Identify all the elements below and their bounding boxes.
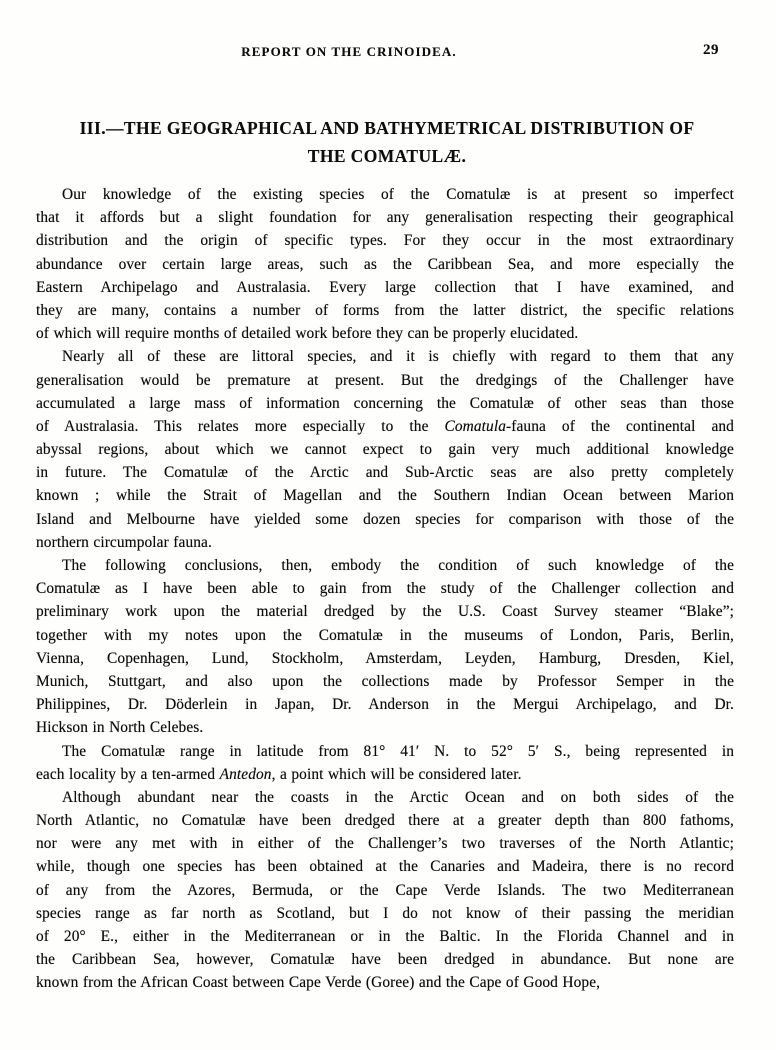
section-heading-line-2: THE COMATULÆ. — [307, 146, 467, 166]
text-line — [36, 809, 734, 832]
paragraph — [36, 345, 734, 554]
text-segment: Although abundant near the coasts in the Arctic Ocean and on both sides of the — [62, 788, 734, 806]
text-line — [36, 600, 734, 623]
text-segment: accumulated a large mass of information concerning the Comatulæ of other seas than those — [36, 394, 734, 412]
text-segment: known ; while the Strait of Magellan and the Southern Indian Ocean between Marion — [36, 487, 734, 505]
text-line — [36, 855, 734, 878]
paragraph — [36, 183, 734, 345]
text-segment: together with my notes upon the Comatulæ in the museums of London, Paris, Berlin, — [36, 626, 734, 644]
text-line — [36, 392, 734, 415]
text-line — [36, 971, 734, 994]
text-segment: known from the African Coast between Cape Verde (Goree) and the Cape of Good Hope, — [36, 974, 601, 992]
text-line — [36, 229, 734, 252]
text-line — [36, 183, 734, 206]
text-line — [36, 438, 734, 461]
text-line — [36, 276, 734, 299]
text-segment: Our knowledge of the existing species of the Comatulæ is at present so imperfect — [62, 186, 734, 203]
text-line — [36, 369, 734, 392]
text-segment: Eastern Archipelago and Australasia. Every large collection that I have examined, and — [36, 278, 734, 296]
text-line — [36, 322, 734, 345]
text-segment: of which will require months of detailed work before they can be properly elucidated. — [36, 325, 579, 343]
text-segment: Island and Melbourne have yielded some dozen species for comparison with those of the — [36, 510, 734, 528]
text-line — [36, 206, 734, 229]
text-line — [36, 484, 734, 507]
text-line — [36, 670, 734, 693]
text-segment: of 20° E., either in the Mediterranean or in the Baltic. In the Florida Channel and in — [36, 928, 734, 945]
text-segment: -fauna of the continental and — [506, 417, 734, 435]
text-segment: distribution and the origin of specific types. For they occur in the most extraordinary — [36, 232, 734, 250]
text-line — [36, 716, 734, 739]
text-line — [36, 948, 734, 971]
text-segment: the Caribbean Sea, however, Comatulæ have been dredged in abundance. But none are — [36, 951, 734, 969]
text-segment: preliminary work upon the material dredged by the U.S. Coast Survey steamer “Blake”; — [36, 603, 734, 621]
section-heading — [36, 114, 738, 170]
text-line — [36, 879, 734, 902]
text-line — [36, 299, 734, 322]
text-segment: abyssal regions, about which we cannot expect to gain very much additional knowledge — [36, 441, 734, 459]
text-segment: nor were any met with in either of the Challenger’s two traverses of the North Atlantic; — [36, 835, 734, 853]
text-segment: Comatulæ as I have been able to gain from the study of the Challenger collection and — [36, 580, 734, 598]
text-segment: , a point which will be considered later. — [271, 765, 522, 783]
text-segment: each locality by a ten-armed — [36, 765, 220, 783]
text-segment: abundance over certain large areas, such as the Caribbean Sea, and more especially the — [36, 255, 734, 273]
page-body — [36, 183, 734, 995]
page-number: 29 — [703, 42, 719, 58]
text-segment: northern circumpolar fauna. — [36, 533, 212, 551]
text-line — [36, 554, 734, 577]
section-heading-line-1: III.—THE GEOGRAPHICAL AND BATHYMETRICAL DISTRIBUTION OF — [79, 118, 695, 138]
text-segment: that it affords but a slight foundation for any generalisation respecting their geographical — [36, 209, 734, 227]
paragraph — [36, 786, 734, 995]
running-title: REPORT ON THE CRINOIDEA. — [241, 44, 457, 59]
paragraph — [36, 740, 734, 786]
text-segment: The following conclusions, then, embody the condition of such knowledge of the — [62, 557, 734, 574]
text-line — [36, 763, 734, 786]
text-segment: of Australasia. This relates more especially to the — [36, 417, 445, 435]
text-line — [36, 925, 734, 948]
text-line — [36, 531, 734, 554]
text-segment: in future. The Comatulæ of the Arctic and Sub-Arctic seas are also pretty completely — [36, 464, 734, 482]
text-line — [36, 902, 734, 925]
text-segment: Hickson in North Celebes. — [36, 719, 204, 737]
running-header — [0, 44, 698, 60]
paragraph — [36, 554, 734, 740]
text-line — [36, 345, 734, 368]
italic-taxon-name: Antedon — [219, 765, 272, 783]
text-segment: Munich, Stuttgart, and also upon the collections made by Professor Semper in the — [36, 672, 734, 690]
text-line — [36, 461, 734, 484]
text-segment: species range as far north as Scotland, but I do not know of their passing the meridian — [36, 904, 734, 922]
text-segment: The Comatulæ range in latitude from 81° 41′ N. to 52° 5′ S., being represented in — [62, 742, 734, 760]
text-segment: they are many, contains a number of forms from the latter district, the specific relations — [36, 301, 734, 319]
text-segment: generalisation would be premature at present. But the dredgings of the Challenger have — [36, 371, 734, 389]
text-line — [36, 508, 734, 531]
text-line — [36, 415, 734, 438]
text-segment: while, though one species has been obtained at the Canaries and Madeira, there is no record — [36, 858, 734, 876]
text-segment: Philippines, Dr. Döderlein in Japan, Dr. Anderson in the Mergui Archipelago, and Dr. — [36, 696, 734, 714]
text-line — [36, 786, 734, 809]
italic-taxon-name: Comatula — [444, 417, 507, 435]
text-line — [36, 647, 734, 670]
text-segment: of any from the Azores, Bermuda, or the Cape Verde Islands. The two Mediterranean — [36, 881, 734, 899]
text-line — [36, 693, 734, 716]
text-line — [36, 577, 734, 600]
text-segment: North Atlantic, no Comatulæ have been dredged there at a greater depth than 800 fathoms, — [36, 812, 734, 830]
text-line — [36, 624, 734, 647]
text-segment: Vienna, Copenhagen, Lund, Stockholm, Amsterdam, Leyden, Hamburg, Dresden, Kiel, — [36, 649, 734, 667]
text-segment: Nearly all of these are littoral species, and it is chiefly with regard to them that any — [62, 348, 734, 366]
text-line — [36, 253, 734, 276]
text-line — [36, 832, 734, 855]
text-line — [36, 740, 734, 763]
